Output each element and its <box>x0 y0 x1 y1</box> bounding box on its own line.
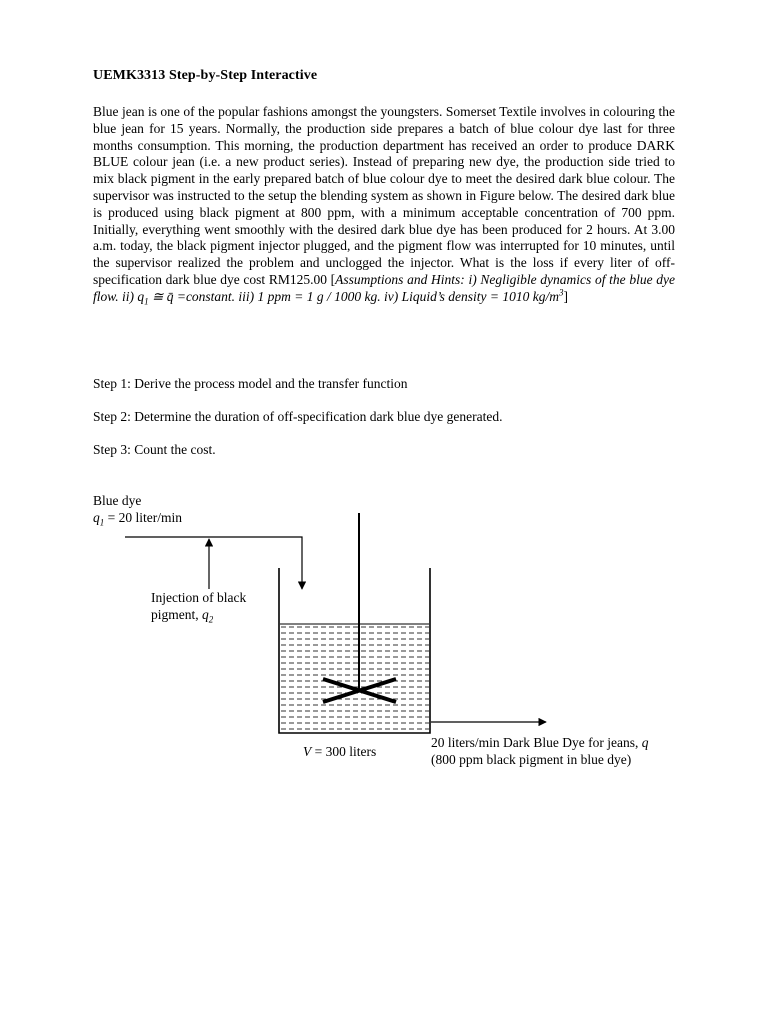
problem-text: Blue jean is one of the popular fashions amongst the youngsters. Somerset Textile involves in colouring the blue jean for 15 years. Normally, the production side prepares a batch of blue colour dye last for three months consumption. This morning, the production department has received an order to produce DARK BLUE colour jean (i.e. a new product series). Instead of preparing new dye, the production side tried to mix black pigment in the early prepared batch of blue colour dye to meet the desired dark blue colour. The supervisor was instructed to the setup the blending system as shown in Figure below. The desired dark blue is produced using black pigment at 800 ppm, with a minimum acceptable concentration of 700 ppm. Initially, everything went smoothly with the desired dark blue dye has been produced for 2 hours. At 3.00 a.m. today, the black pigment injector plugged, and the pigment flow was interrupted for 10 minutes, until the supervisor realized the problem and unclogged the injector. What is the loss if every liter of off-specification dark blue dye cost RM125.00 [ <box>93 104 675 287</box>
injection-label-line1: Injection of black <box>151 590 247 605</box>
step-3: Step 3: Count the cost. <box>93 442 216 457</box>
tank-volume-label: V = 300 liters <box>303 744 377 759</box>
blue-dye-feed-arrow <box>125 537 302 589</box>
step-2: Step 2: Determine the duration of off-specification dark blue dye generated. <box>93 409 503 424</box>
outlet-concentration-label: (800 ppm black pigment in blue dye) <box>431 752 632 767</box>
blue-dye-label: Blue dye <box>93 493 142 508</box>
step-1: Step 1: Derive the process model and the transfer function <box>93 376 408 391</box>
document-title: UEMK3313 Step-by-Step Interactive <box>93 68 318 83</box>
outlet-flow-label: 20 liters/min Dark Blue Dye for jeans, q <box>431 735 649 750</box>
injection-label-line2: pigment, $q_2$ <box>151 607 214 625</box>
assumptions-hints: Assumptions and Hints: i) Negligible dynamics of the blue dye flow. ii) $q_1$ ≅ q̄ =constant. iii) 1 ppm = 1 g / 1000 kg. iv) Liquid’s density = 1010 $kg/m^3$ <box>93 271 675 307</box>
tank-liquid <box>280 624 429 732</box>
problem-statement: Blue jean is one of the popular fashions amongst the youngsters. Somerset Textile involves in colouring the blue jean for 15 years. Normally, the production side prepares a batch of blue colour dye last for three months consumption. This morning, the production department has received an order to produce DARK BLUE colour jean (i.e. a new product series). Instead of preparing new dye, the production side tried to mix black pigment in the early prepared batch of blue colour dye to meet the desired dark blue colour. The supervisor was instructed to the setup the blending system as shown in Figure below. The desired dark blue is produced using black pigment at 800 ppm, with a minimum acceptable concentration of 700 ppm. Initially, everything went smoothly with the desired dark blue dye has been produced for 2 hours. At 3.00 a.m. today, the black pigment injector plugged, and the pigment flow was interrupted for 10 minutes, until the supervisor realized the problem and unclogged the injector. What is the loss if every liter of off-specification dark blue dye cost RM125.00 [Assumptions and Hints: i) Negligible dynamics of the blue dye flow. ii) $q_1$ ≅ q̄ =constant. iii) 1 ppm = 1 g / 1000 kg. iv) Liquid’s density = 1010 $kg/m^3$] <box>93 104 675 307</box>
q1-flow-label: $q_1 = 20$ liter/min <box>93 510 182 528</box>
